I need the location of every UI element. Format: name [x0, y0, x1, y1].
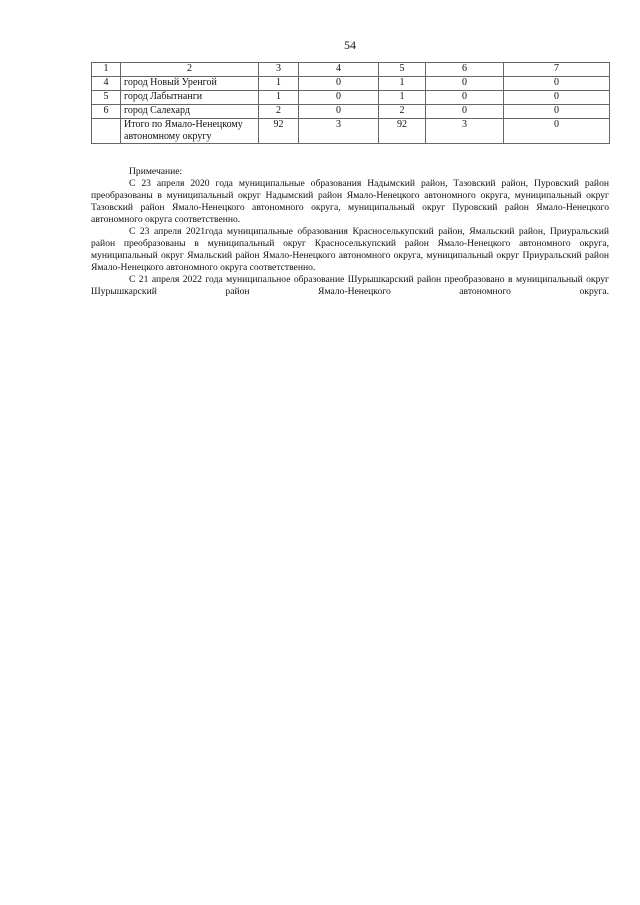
table-cell: 6 — [426, 63, 504, 77]
table-cell: 0 — [504, 119, 610, 144]
table-cell: 0 — [426, 77, 504, 91]
table-row — [92, 91, 610, 105]
table-cell: город Лабытнанги — [121, 91, 259, 105]
table-cell: 0 — [426, 105, 504, 119]
table-cell: 3 — [299, 119, 379, 144]
table-cell: 3 — [259, 63, 299, 77]
table-cell: 4 — [299, 63, 379, 77]
table-cell: 1 — [379, 91, 426, 105]
table-cell: 5 — [92, 91, 121, 105]
table-row — [92, 119, 610, 144]
table-cell: 5 — [379, 63, 426, 77]
table-cell: 1 — [379, 77, 426, 91]
table-cell: 0 — [504, 105, 610, 119]
table-cell: 1 — [259, 77, 299, 91]
note-paragraph: С 23 апреля 2021года муниципальные образования Красноселькупский район, Ямальский район, Приуральский район преобразованы в муниципальный округ Красноселькупский район Ямало-Ненецкого автономного округа, муниципальный округ Ямальский район Ямало-Ненецкого автономного округа, муниципальный округ Приуральский район Ямало-Ненецкого автономного округа соответственно. — [91, 226, 609, 273]
table-cell: 1 — [259, 91, 299, 105]
table-cell: Итого по Ямало-Ненецкому автономному округу — [121, 119, 259, 144]
table-header-row — [92, 63, 610, 77]
table-cell: 4 — [92, 77, 121, 91]
note-paragraph: С 23 апреля 2020 года муниципальные образования Надымский район, Тазовский район, Пуровский район преобразованы в муниципальный округ Надымский район Ямало-Ненецкого автономного округа, муниципальный округ Тазовский район Ямало-Ненецкого автономного округа, муниципальный округ Пуровский район Ямало-Ненецкого автономного округа соответственно. — [91, 178, 609, 225]
table-cell: 92 — [379, 119, 426, 144]
table-row — [92, 105, 610, 119]
page-number: 54 — [344, 38, 356, 52]
table-cell: 2 — [259, 105, 299, 119]
table-cell: 1 — [92, 63, 121, 77]
table-cell: 0 — [504, 77, 610, 91]
table-cell: город Новый Уренгой — [121, 77, 259, 91]
table-cell — [92, 119, 121, 144]
table-cell: город Салехард — [121, 105, 259, 119]
table-cell: 2 — [121, 63, 259, 77]
table-cell: 6 — [92, 105, 121, 119]
table-cell: 0 — [299, 91, 379, 105]
notes-title: Примечание: — [129, 166, 183, 177]
data-table — [91, 62, 610, 144]
table-cell: 7 — [504, 63, 610, 77]
note-paragraph: С 21 апреля 2022 года муниципальное образование Шурышкарский район преобразовано в муниципальный округ Шурышкарский район Ямало-Ненецкого автономного округа. — [91, 274, 609, 297]
notes-section — [91, 166, 609, 298]
table-cell: 2 — [379, 105, 426, 119]
table-row — [92, 77, 610, 91]
table-cell: 0 — [299, 77, 379, 91]
table-cell: 92 — [259, 119, 299, 144]
table-cell: 3 — [426, 119, 504, 144]
table-cell: 0 — [426, 91, 504, 105]
table-cell: 0 — [299, 105, 379, 119]
table-cell: 0 — [504, 91, 610, 105]
